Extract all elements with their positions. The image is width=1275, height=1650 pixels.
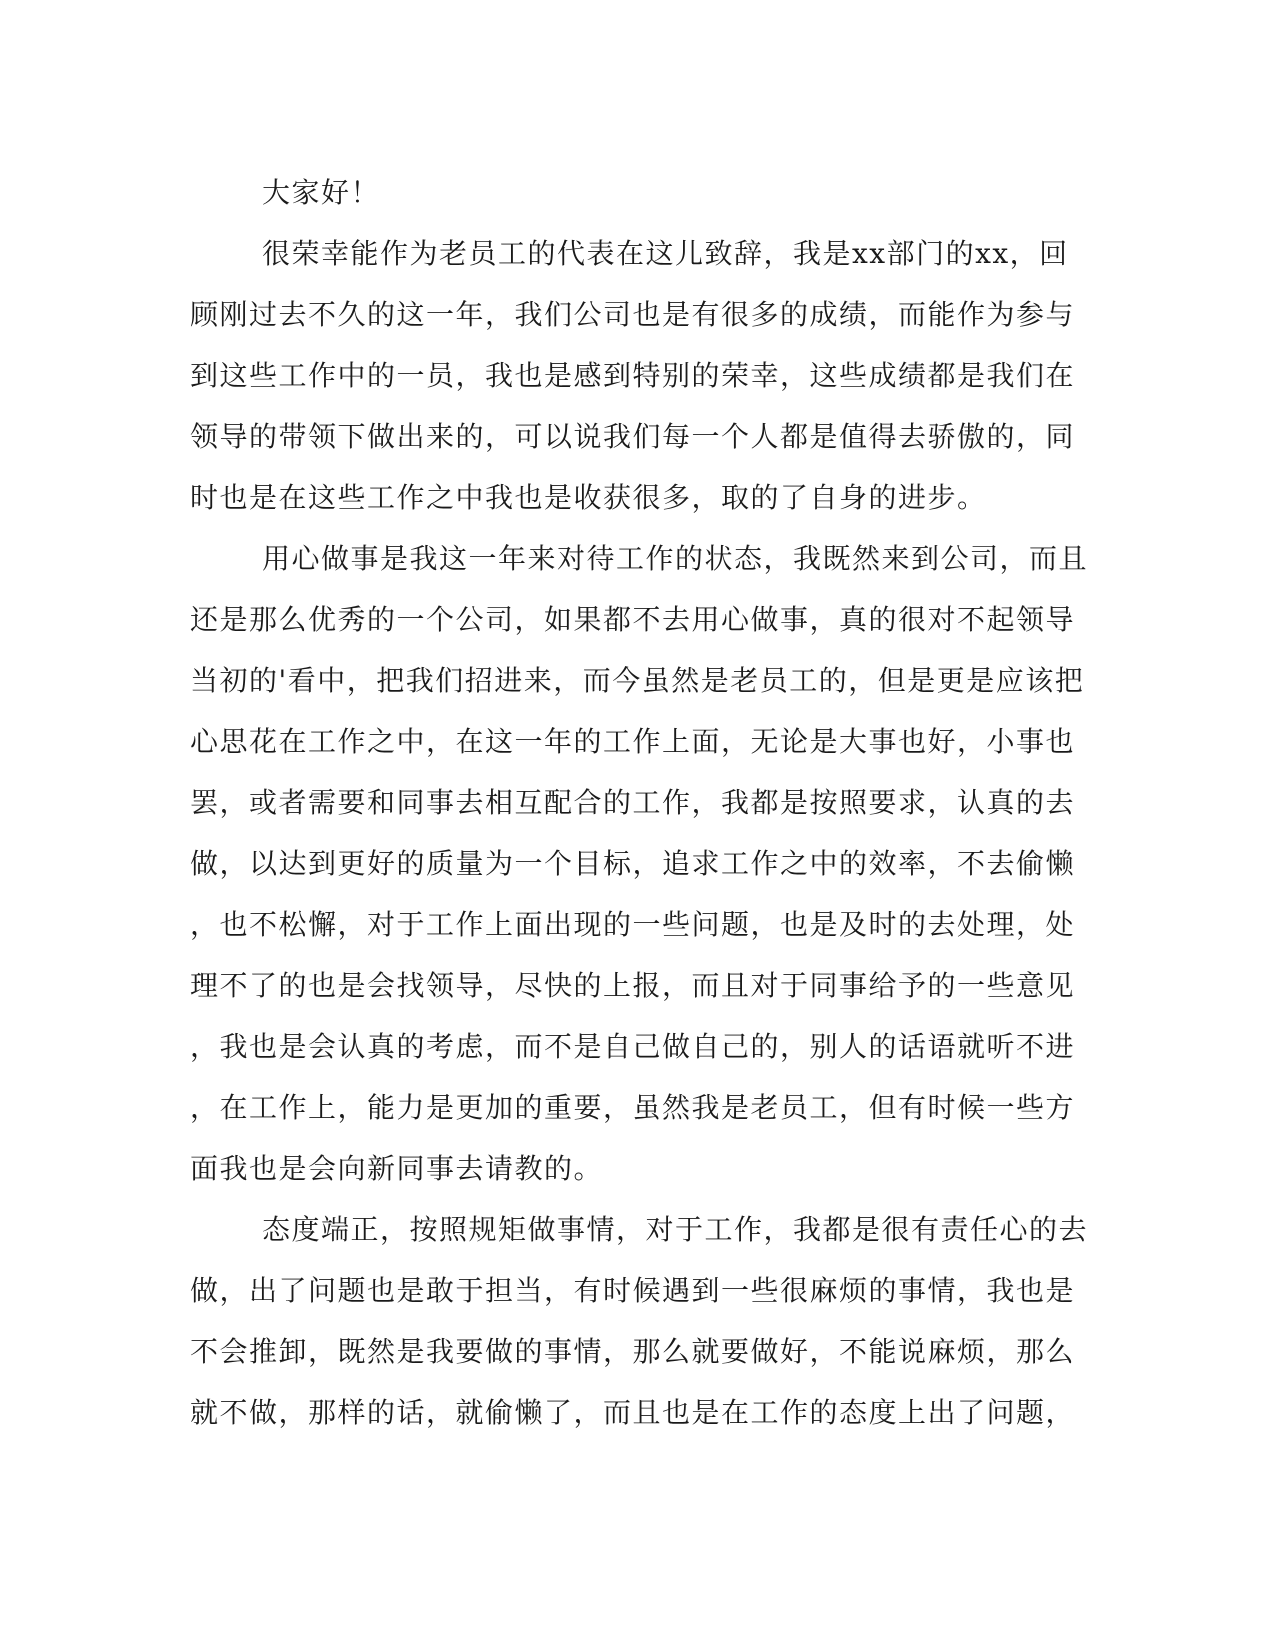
text-line: 心思花在工作之中，在这一年的工作上面，无论是大事也好，小事也 xyxy=(190,725,1076,758)
text-line: 态度端正，按照规矩做事情，对于工作，我都是很有责任心的去 xyxy=(262,1213,1089,1246)
text-line: 顾刚过去不久的这一年，我们公司也是有很多的成绩，而能作为参与 xyxy=(190,298,1076,331)
text-line: 还是那么优秀的一个公司，如果都不去用心做事，真的很对不起领导 xyxy=(190,603,1076,636)
text-line: ，在工作上，能力是更加的重要，虽然我是老员工，但有时候一些方 xyxy=(190,1091,1076,1124)
document-body xyxy=(190,162,1090,1443)
text-line: 当初的'看中，把我们招进来，而今虽然是老员工的，但是更是应该把 xyxy=(190,664,1085,697)
text-line: ，也不松懈，对于工作上面出现的一些问题，也是及时的去处理，处 xyxy=(190,908,1076,941)
text-line-greeting: 大家好！ xyxy=(262,176,381,209)
text-line: 做，出了问题也是敢于担当，有时候遇到一些很麻烦的事情，我也是 xyxy=(190,1274,1076,1307)
text-line: 领导的带领下做出来的，可以说我们每一个人都是值得去骄傲的，同 xyxy=(190,420,1076,453)
text-line: 时也是在这些工作之中我也是收获很多，取的了自身的进步。 xyxy=(190,481,987,514)
text-line: 理不了的也是会找领导，尽快的上报，而且对于同事给予的一些意见 xyxy=(190,969,1076,1002)
text-line: 用心做事是我这一年来对待工作的状态，我既然来到公司，而且 xyxy=(262,542,1089,575)
text-line: 做，以达到更好的质量为一个目标，追求工作之中的效率，不去偷懒 xyxy=(190,847,1076,880)
text-line: 不会推卸，既然是我要做的事情，那么就要做好，不能说麻烦，那么 xyxy=(190,1335,1076,1368)
text-line: 面我也是会向新同事去请教的。 xyxy=(190,1152,604,1185)
text-line: 到这些工作中的一员，我也是感到特别的荣幸，这些成绩都是我们在 xyxy=(190,359,1076,392)
text-line: 很荣幸能作为老员工的代表在这儿致辞，我是xx部门的xx，回 xyxy=(262,237,1069,270)
text-line: ，我也是会认真的考虑，而不是自己做自己的，别人的话语就听不进 xyxy=(190,1030,1076,1063)
text-line: 罢，或者需要和同事去相互配合的工作，我都是按照要求，认真的去 xyxy=(190,786,1076,819)
text-line: 就不做，那样的话，就偷懒了，而且也是在工作的态度上出了问题， xyxy=(190,1396,1076,1429)
